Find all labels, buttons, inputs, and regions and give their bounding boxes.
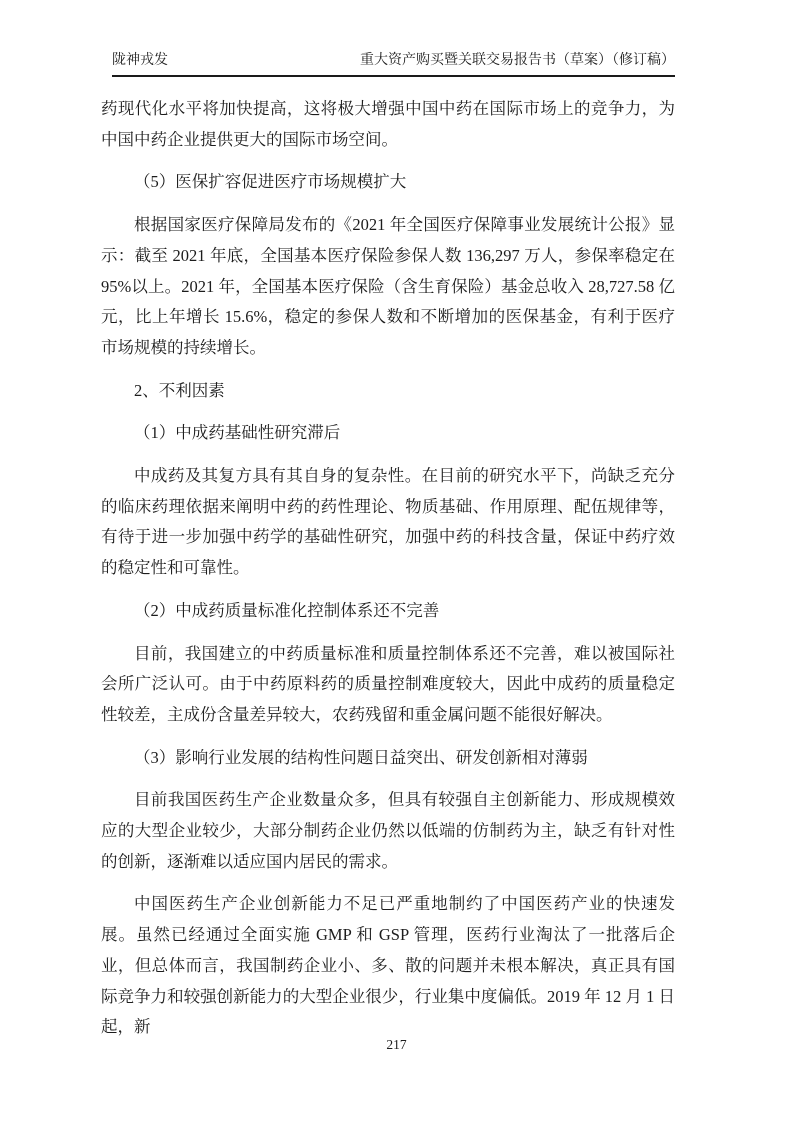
document-body: [101, 94, 675, 1055]
body-paragraph: 中成药及其复方具有其自身的复杂性。在目前的研究水平下，尚缺乏充分的临床药理依据来阐明中药的药性理论、物质基础、作用原理、配伍规律等，有待于进一步加强中药学的基础性研究，加强中药的科技含量，保证中药疗效的稳定性和可靠性。: [101, 466, 675, 578]
header-left-runner: 陇神戎发: [112, 53, 168, 68]
section-heading: （3）影响行业发展的结构性问题日益突出、研发创新相对薄弱: [134, 747, 588, 767]
body-paragraph: 药现代化水平将加快提高，这将极大增强中国中药在国际市场上的竞争力，为中国中药企业提供更大的国际市场空间。: [101, 99, 675, 149]
section-heading: （5）医保扩容促进医疗市场规模扩大: [134, 172, 407, 192]
body-paragraph: 根据国家医疗保障局发布的《2021 年全国医疗保障事业发展统计公报》显示：截至 2021 年底，全国基本医疗保险参保人数 136,297 万人，参保率稳定在 95%以上。2021 年，全国基本医疗保险（含生育保险）基金总收入 28,727.58 亿元，比上年增长 15.6%，稳定的参保人数和不断增加的医保基金，有利于医疗市场规模的持续增长。: [101, 215, 675, 357]
page-header: [112, 52, 675, 77]
body-paragraph: 目前，我国建立的中药质量标准和质量控制体系还不完善，难以被国际社会所广泛认可。由于中药原料药的质量控制难度较大，因此中成药的质量稳定性较差，主成份含量差异较大，农药残留和重金属问题不能很好解决。: [101, 643, 675, 724]
page-number: 217: [386, 1037, 407, 1052]
section-heading: （2）中成药质量标准化控制体系还不完善: [134, 600, 440, 620]
page-footer: [0, 1036, 793, 1054]
header-right-runner: 重大资产购买暨关联交易报告书（草案）（修订稿）: [360, 53, 675, 68]
section-heading: （1）中成药基础性研究滞后: [134, 423, 341, 443]
body-paragraph: 目前我国医药生产企业数量众多，但具有较强自主创新能力、形成规模效应的大型企业较少，大部分制药企业仍然以低端的仿制药为主，缺乏有针对性的创新，逐渐难以适应国内居民的需求。: [101, 790, 675, 871]
section-heading: 2、不利因素: [134, 380, 225, 400]
body-paragraph: 中国医药生产企业创新能力不足已严重地制约了中国医药产业的快速发展。虽然已经通过全面实施 GMP 和 GSP 管理，医药行业淘汰了一批落后企业，但总体而言，我国制药企业小、多、散的问题并未根本解决，真正具有国际竞争力和较强创新能力的大型企业很少，行业集中度偏低。2019 年 12 月 1 日起，新: [101, 894, 675, 1037]
